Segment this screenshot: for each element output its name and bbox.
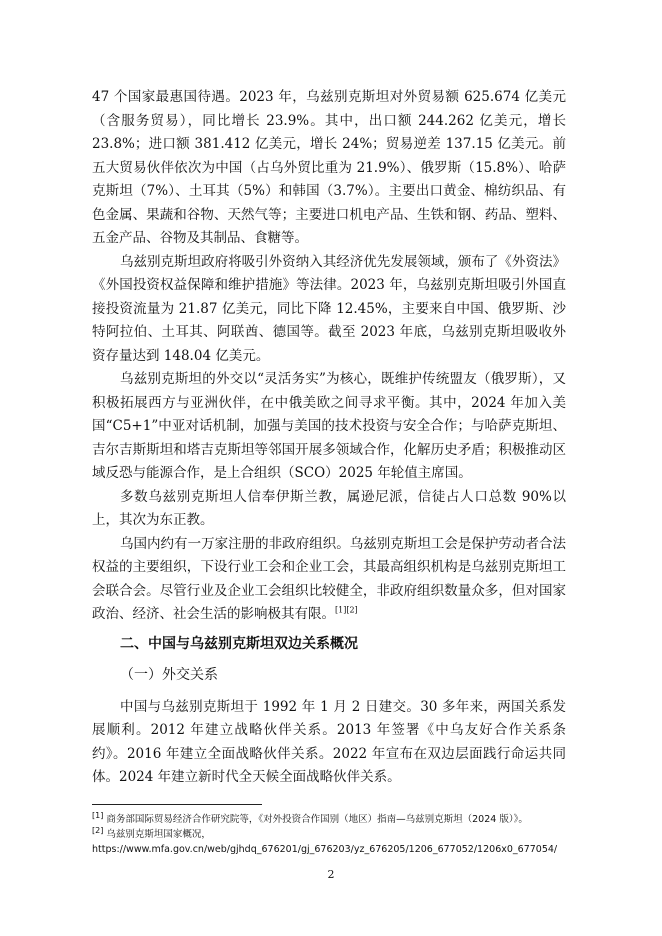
- paragraph-diplomacy: 乌兹别克斯坦的外交以“灵活务实”为核心，既维护传统盟友（俄罗斯），又积极拓展西方与亚洲伙伴，在中俄美欧之间寻求平衡。其中，2024 年加入美国“C5+1”中亚对话机制，加强与美国的技术投资与安全合作；与哈萨克斯坦、吉尔吉斯斯坦和塔吉克斯坦等邻国开展多领域合作，化解历史矛盾；积极推动区域反恐与能源合作，是上合组织（SCO）2025 年轮值主席国。: [92, 371, 566, 481]
- section-heading: 二、中国与乌兹别克斯坦双边关系概况: [120, 635, 358, 652]
- footnote-2-mark: [2]: [92, 825, 104, 835]
- page-number: 2: [327, 868, 335, 881]
- paragraph-trade: 47 个国家最惠国待遇。2023 年，乌兹别克斯坦对外贸易额 625.674 亿美元（含服务贸易），同比增长 23.9%。其中，出口额 244.262 亿美元，增长 23.8%；进口额 381.412 亿美元，增长 24%；贸易逆差 137.15 亿美元。前五大贸易伙伴依次为中国（占乌外贸比重为 21.9%）、俄罗斯（15.8%）、哈萨克斯坦（7%）、土耳其（5%）和韩国（3.7%）。主要出口黄金、棉纺织品、有色金属、果蔬和谷物、天然气等；主要进口机电产品、生铁和钢、药品、塑料、五金产品、谷物及其制品、食糖等。: [92, 89, 566, 246]
- paragraph-religion: 多数乌兹别克斯坦人信奉伊斯兰教，属逊尼派，信徒占人口总数 90%以上，其次为东正教。: [92, 488, 566, 528]
- footnote-2: [92, 827, 582, 842]
- body-text: [92, 86, 566, 790]
- paragraph-investment: 乌兹别克斯坦政府将吸引外资纳入其经济优先发展领域，颁布了《外资法》《外国投资权益保障和维护措施》等法律。2023 年，乌兹别克斯坦吸引外国直接投资流量为 21.87 亿美元，同比下降 12.45%，主要来自中国、俄罗斯、沙特阿拉伯、土耳其、阿联酋、德国等。截至 2023 年底，乌兹别克斯坦吸收外资存量达到 148.04 亿美元。: [92, 253, 566, 364]
- paragraph-ngo-text: 乌国内约有一万家注册的非政府组织。乌兹别克斯坦工会是保护劳动者合法权益的主要组织，下设行业工会和企业工会，其最高组织机构是乌兹别克斯坦工会联合会。尽管行业及企业工会组织比较健全，非政府组织数量众多，但对国家政治、经济、社会生活的影响极其有限。: [92, 535, 566, 622]
- subsection-heading: （一）外交关系: [120, 667, 218, 683]
- paragraph-ngo: [92, 533, 566, 627]
- footnote-ref[interactable]: [1][2]: [335, 605, 358, 615]
- footnote-2-text: 乌兹别克斯坦国家概况，: [106, 829, 211, 840]
- footnotes: [92, 812, 582, 857]
- paragraph-relations: 中国与乌兹别克斯坦于 1992 年 1 月 2 日建交。30 多年来，两国关系发展顺利。2012 年建立战略伙伴关系。2013 年签署《中乌友好合作关系条约》。2016 年建立全面战略伙伴关系。2022 年宣布在双边层面践行命运共同体。2024 年建立新时代全天候全面战略伙伴关系。: [92, 698, 566, 785]
- footnote-1-text: 商务部国际贸易经济合作研究院等，《对外投资合作国别（地区）指南—乌兹别克斯坦（2024 版）》。: [106, 814, 528, 825]
- footnote-2-url[interactable]: https://www.mfa.gov.cn/web/gjhdq_676201/gj_676203/yz_676205/1206_677052/1206x0_677054/: [92, 844, 558, 855]
- footnote-1-mark: [1]: [92, 810, 104, 820]
- footnote-divider: [92, 804, 262, 805]
- footnote-1: [92, 812, 582, 827]
